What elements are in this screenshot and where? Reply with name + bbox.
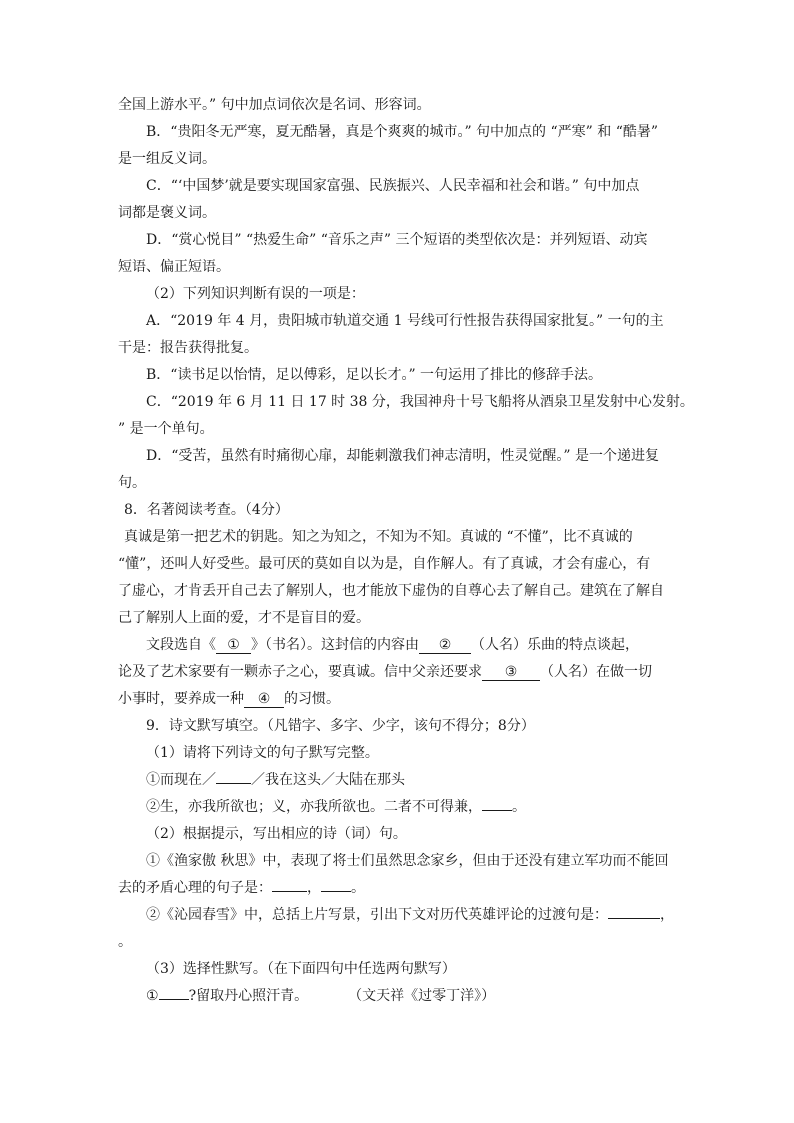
text-line: 句。: [118, 475, 146, 491]
text-line: A．“2019 年 4 月，贵阳城市轨道交通 1 号线可行性报告获得国家批复。” 一句的主: [146, 313, 664, 329]
text-line: D．“受苦，虽然有时痛彻心扉，却能刺激我们神志清明，性灵觉醒。” 是一个递进复: [146, 448, 659, 464]
document-body: [118, 92, 694, 1010]
text: 小事时，要养成一种: [118, 691, 244, 707]
blank-3[interactable]: ③: [482, 664, 540, 681]
text-line: ” 是一个单句。: [118, 421, 214, 437]
text-line: 短语、偏正短语。: [118, 259, 230, 275]
source-citation: （文天祥《过零丁洋》）: [348, 988, 496, 1004]
blank-9-3a[interactable]: [159, 983, 189, 1000]
blank-9-2a-2[interactable]: [321, 875, 351, 892]
text: 的习惯。: [284, 691, 340, 707]
q9-title: 9．诗文默写填空。（凡错字、多字、少字，该句不得分；8分）: [146, 718, 535, 734]
q9-part2-title: （2）根据提示，写出相应的诗（词）句。: [146, 826, 407, 842]
text: ／我在这头／大陆在那头: [251, 772, 405, 788]
text: ②生，亦我所欲也；义，亦我所欲也。二者不可得兼，: [146, 799, 482, 815]
text-line: 词都是褒义词。: [118, 205, 216, 221]
q9-3a: [118, 983, 678, 1010]
text: 论及了艺术家要有一颗赤子之心，要真诚。信中父亲还要求: [118, 664, 482, 680]
text-line: 8．名著阅读考查。（4分）: [124, 502, 289, 518]
text: 去的矛盾心理的句子是：: [118, 880, 272, 896]
q8-fill-line-1: [118, 632, 678, 659]
text: ?留取丹心照汗青。: [188, 988, 309, 1004]
q9-2a-line2: [118, 875, 678, 902]
q9-1a: [118, 767, 678, 794]
text: ，: [660, 907, 674, 923]
text: （人名）在做一切: [540, 664, 652, 680]
text-line: “懂”，还叫人好受些。最可厌的莫如自以为是，自作解人。有了真诚，才会有虚心，有: [118, 556, 651, 572]
text-line: C．“2019 年 6 月 11 日 17 时 38 分，我国神舟十号飞船将从酒泉卫星发射中心发射。: [146, 394, 694, 410]
text: ，: [307, 880, 321, 896]
text-line: 全国上游水平。” 句中加点词依次是名词、形容词。: [118, 97, 431, 113]
text-line: 真诚是第一把艺术的钥匙。知之为知之，不知为不知。真诚的 “不懂”，比不真诚的: [124, 529, 633, 545]
text-line: B．“读书足以怡情，足以傅彩，足以长才。” 一句运用了排比的修辞手法。: [146, 367, 603, 383]
blank-9-1b[interactable]: [482, 794, 512, 811]
q8-fill-line-2: [118, 659, 678, 686]
text: ②《沁园春雪》中，总括上片写景，引出下文对历代英雄评论的过渡句是：: [146, 907, 608, 923]
q8-fill-line-3: [118, 686, 678, 713]
text-line: D．“赏心悦目” “热爱生命” “音乐之声” 三个短语的类型依次是：并列短语、动宾: [146, 232, 648, 248]
q9-part1-title: （1）请将下列诗文的句子默写完整。: [146, 745, 379, 761]
text: （人名）乐曲的特点谈起，: [471, 637, 639, 653]
text-line: （2）下列知识判断有误的一项是：: [146, 286, 365, 302]
blank-2[interactable]: ②: [419, 637, 471, 654]
text-line: 了虚心，才肯丢开自己去了解别人，也才能放下虚伪的自尊心去了解自己。建筑在了解自: [118, 583, 664, 599]
text: ①而现在／: [146, 772, 216, 788]
blank-9-2b[interactable]: [608, 902, 660, 919]
text: 文段选自《: [146, 637, 216, 653]
blank-4[interactable]: ④: [244, 691, 284, 708]
blank-1[interactable]: ①: [216, 637, 251, 654]
text: 》（书名）。这封信的内容由: [251, 637, 419, 653]
text: ①: [146, 988, 159, 1004]
text-line: B．“贵阳冬无严寒，夏无酷暑，真是个爽爽的城市。” 句中加点的 “严寒” 和 “酷暑”: [146, 124, 659, 140]
q9-2b-line2: 。: [118, 934, 132, 950]
text-line: 己了解别人上面的爱，才不是盲目的爱。: [118, 610, 370, 626]
text-line: 干是：报告获得批复。: [118, 340, 258, 356]
q9-2a-line1: ①《渔家傲 秋思》中，表现了将士们虽然思念家乡，但由于还没有建立军功而不能回: [146, 853, 669, 869]
text: 。: [351, 880, 365, 896]
blank-9-1a[interactable]: [216, 767, 251, 784]
text: 。: [512, 799, 526, 815]
q9-2b-line1: [118, 902, 678, 929]
q9-1b: [118, 794, 678, 821]
paragraph-lines: [118, 92, 694, 632]
blank-9-2a-1[interactable]: [272, 875, 307, 892]
text-line: 是一组反义词。: [118, 151, 216, 167]
q9-part3-title: （3）选择性默写。（在下面四句中任选两句默写）: [146, 961, 456, 977]
text-line: C．“‘中国梦’就是要实现国家富强、民族振兴、人民幸福和社会和谐。” 句中加点: [146, 178, 640, 194]
